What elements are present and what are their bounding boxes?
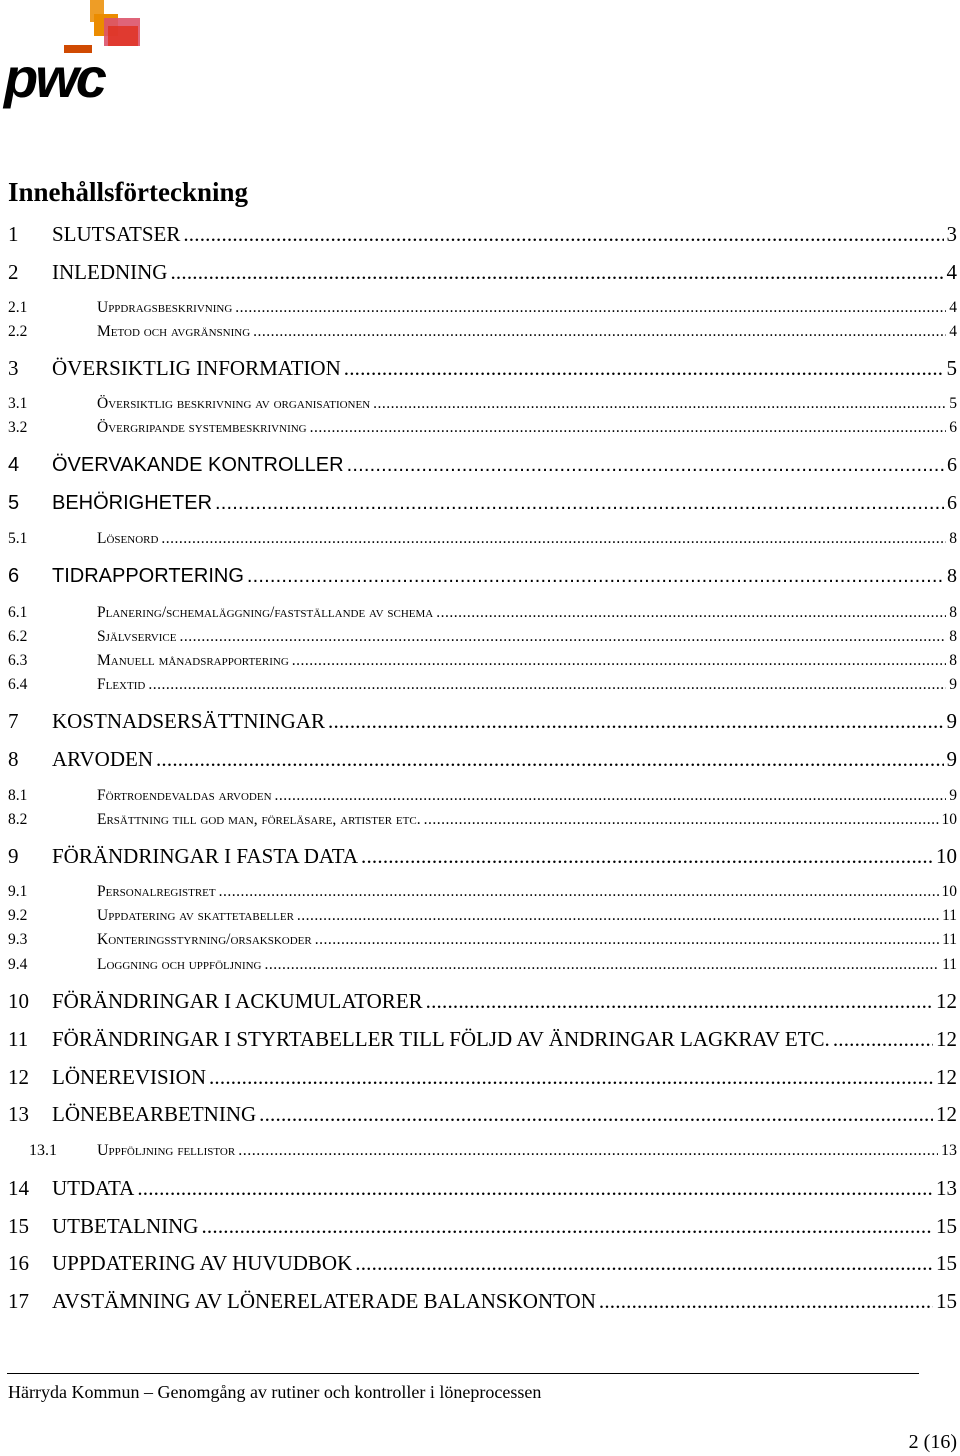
toc-entry-title: TIDRAPPORTERING <box>52 565 244 587</box>
toc-entry-page: 11 <box>942 907 957 924</box>
toc-entry-page: 6 <box>947 454 957 476</box>
pwc-logo-wordmark: pwc <box>4 46 104 109</box>
toc-entry-page: 8 <box>947 565 957 587</box>
toc-entry-page: 12 <box>936 989 957 1013</box>
toc-entry-title: Metod och avgränsning <box>97 323 251 340</box>
toc-entry-title: Uppdatering av skattetabeller <box>97 907 294 924</box>
toc-entry-number: 9.3 <box>8 931 28 948</box>
dot-leader <box>235 298 946 318</box>
toc-entry-title: Ersättning till god man, föreläsare, artister etc. <box>97 811 421 828</box>
footer-divider <box>7 1373 919 1374</box>
toc-entry-number: 2.1 <box>8 299 28 316</box>
toc-entry-8-2[interactable] <box>8 810 957 830</box>
toc-entry-number: 9.4 <box>8 956 28 973</box>
dot-leader <box>170 259 943 285</box>
toc-entry-title: Loggning och uppföljning <box>97 956 262 973</box>
dot-leader <box>161 529 946 549</box>
toc-entry-number: 5.1 <box>8 530 28 547</box>
toc-entry-9-1[interactable] <box>8 882 957 902</box>
toc-entry-6-3[interactable] <box>8 651 957 671</box>
toc-entry-page: 4 <box>946 260 957 284</box>
toc-entry-3-1[interactable] <box>8 394 957 414</box>
toc-entry-number: 9.1 <box>8 883 28 900</box>
toc-entry-6[interactable] <box>8 563 957 589</box>
toc-entry-6-4[interactable] <box>8 675 957 695</box>
toc-entry-number: 8 <box>8 747 19 771</box>
toc-entry-page: 15 <box>936 1289 957 1313</box>
toc-entry-3-2[interactable] <box>8 418 957 438</box>
toc-entry-title: UTDATA <box>52 1176 135 1200</box>
toc-entry-title: Konteringsstyrning/orsakskoder <box>97 931 312 948</box>
dot-leader <box>347 452 944 478</box>
toc-entry-title: Planering/schemaläggning/fastställande av schema <box>97 604 434 621</box>
toc-entry-page: 13 <box>936 1176 957 1200</box>
toc-entry-number: 6.2 <box>8 628 28 645</box>
toc-entry-title: ÖVERVAKANDE KONTROLLER <box>52 454 344 476</box>
toc-entry-6-1[interactable] <box>8 603 957 623</box>
dot-leader <box>355 1250 933 1276</box>
toc-entry-page: 6 <box>949 419 957 436</box>
toc-entry-page: 15 <box>936 1251 957 1275</box>
toc-entry-8-1[interactable] <box>8 786 957 806</box>
toc-entry-number: 3.2 <box>8 419 28 436</box>
dot-leader <box>310 418 947 438</box>
toc-entry-1[interactable] <box>8 221 957 247</box>
toc-entry-number: 16 <box>8 1251 29 1275</box>
dot-leader <box>361 843 933 869</box>
toc-entry-title: Självservice <box>97 628 177 645</box>
toc-entry-3[interactable] <box>8 355 957 381</box>
dot-leader <box>148 675 946 695</box>
pwc-logo <box>2 0 142 112</box>
toc-entry-number: 13.1 <box>29 1142 57 1159</box>
dot-leader <box>292 651 946 671</box>
dot-leader <box>238 1141 938 1161</box>
toc-entry-number: 9.2 <box>8 907 28 924</box>
toc-entry-5-1[interactable] <box>8 529 957 549</box>
toc-entry-title: Uppdragsbeskrivning <box>97 299 233 316</box>
toc-entry-number: 3.1 <box>8 395 28 412</box>
toc-entry-number: 10 <box>8 989 29 1013</box>
toc-entry-number: 3 <box>8 356 19 380</box>
toc-entry-9-4[interactable] <box>8 955 957 975</box>
dot-leader <box>265 955 940 975</box>
toc-entry-title: LÖNEBEARBETNING <box>52 1102 257 1126</box>
toc-entry-13[interactable] <box>8 1101 957 1127</box>
toc-entry-14[interactable] <box>8 1175 957 1201</box>
toc-entry-page: 13 <box>941 1142 957 1159</box>
toc-entry-title: UTBETALNING <box>52 1214 199 1238</box>
toc-entry-page: 5 <box>946 356 957 380</box>
toc-entry-10[interactable] <box>8 988 957 1014</box>
toc-entry-page: 3 <box>946 222 957 246</box>
toc-entry-title: Personalregistret <box>97 883 216 900</box>
dot-leader <box>219 882 939 902</box>
toc-entry-number: 4 <box>8 454 20 476</box>
toc-entry-title: LÖNEREVISION <box>52 1065 206 1089</box>
toc-entry-9[interactable] <box>8 843 957 869</box>
toc-entry-number: 15 <box>8 1214 29 1238</box>
toc-entry-page: 11 <box>942 956 957 973</box>
toc-entry-number: 6 <box>8 565 20 587</box>
toc-entry-9-3[interactable] <box>8 930 957 950</box>
toc-entry-page: 11 <box>942 931 957 948</box>
toc-entry-5[interactable] <box>8 490 957 516</box>
toc-entry-page: 10 <box>936 844 957 868</box>
dot-leader <box>344 355 944 381</box>
toc-entry-page: 12 <box>936 1065 957 1089</box>
toc-entry-15[interactable] <box>8 1213 957 1239</box>
toc-entry-page: 8 <box>949 604 957 621</box>
dot-leader <box>426 988 933 1014</box>
toc-entry-number: 11 <box>8 1027 29 1051</box>
dot-leader <box>253 322 946 342</box>
toc-entry-title: INLEDNING <box>52 260 168 284</box>
dot-leader <box>424 810 939 830</box>
toc-entry-page: 8 <box>949 652 957 669</box>
dot-leader <box>247 563 944 589</box>
toc-entry-page: 15 <box>936 1214 957 1238</box>
toc-entry-page: 6 <box>947 492 957 514</box>
toc-entry-page: 8 <box>949 530 957 547</box>
toc-entry-number: 6.3 <box>8 652 28 669</box>
dot-leader <box>599 1288 933 1314</box>
toc-entry-number: 1 <box>8 222 19 246</box>
toc-entry-page: 9 <box>949 676 957 693</box>
toc-entry-number: 5 <box>8 492 20 514</box>
dot-leader <box>259 1101 933 1127</box>
toc-entry-page: 5 <box>949 395 957 412</box>
dot-leader <box>183 221 943 247</box>
toc-entry-13-1[interactable] <box>8 1141 957 1161</box>
dot-leader <box>156 746 944 772</box>
toc-entry-number: 8.2 <box>8 811 28 828</box>
dot-leader <box>201 1213 933 1239</box>
toc-entry-page: 4 <box>949 299 957 316</box>
toc-entry-4[interactable] <box>8 452 957 478</box>
toc-entry-title: Övergripande systembeskrivning <box>97 419 307 436</box>
page-number: 2 (16) <box>908 1431 957 1453</box>
toc-entry-title: ARVODEN <box>52 747 153 771</box>
toc-entry-page: 9 <box>946 747 957 771</box>
dot-leader <box>328 708 943 734</box>
toc-entry-page: 4 <box>949 323 957 340</box>
toc-entry-8[interactable] <box>8 746 957 772</box>
toc-entry-2-2[interactable] <box>8 322 957 342</box>
toc-entry-number: 13 <box>8 1102 29 1126</box>
toc-entry-title: Manuell månadsrapportering <box>97 652 289 669</box>
toc-entry-number: 2.2 <box>8 323 28 340</box>
dot-leader <box>436 603 946 623</box>
dot-leader <box>315 930 939 950</box>
toc-entry-11[interactable] <box>8 1026 957 1052</box>
toc-entry-title: UPPDATERING AV HUVUDBOK <box>52 1251 353 1275</box>
toc-entry-number: 17 <box>8 1289 29 1313</box>
toc-entry-17[interactable] <box>8 1288 957 1314</box>
toc-entry-7[interactable] <box>8 708 957 734</box>
toc-entry-9-2[interactable] <box>8 906 957 926</box>
toc-entry-title: Uppföljning fellistor <box>97 1142 236 1159</box>
toc-entry-page: 12 <box>936 1102 957 1126</box>
toc-entry-number: 12 <box>8 1065 29 1089</box>
toc-entry-title: KOSTNADSERSÄTTNINGAR <box>52 709 326 733</box>
toc-entry-number: 6.1 <box>8 604 28 621</box>
toc-entry-number: 7 <box>8 709 19 733</box>
toc-entry-title: AVSTÄMNING AV LÖNERELATERADE BALANSKONTON <box>52 1289 596 1313</box>
toc-entry-page: 8 <box>949 628 957 645</box>
toc-entry-title: FÖRÄNDRINGAR I FASTA DATA <box>52 844 359 868</box>
toc-entry-page: 10 <box>941 883 957 900</box>
toc-title: Innehållsförteckning <box>8 177 249 207</box>
toc-entry-title: Lösenord <box>97 530 159 547</box>
toc-entry-title: BEHÖRIGHETER <box>52 492 213 514</box>
toc-entry-2[interactable] <box>8 259 957 285</box>
dot-leader <box>179 627 946 647</box>
dot-leader <box>275 786 947 806</box>
dot-leader <box>209 1064 933 1090</box>
dot-leader <box>137 1175 933 1201</box>
toc-entry-number: 14 <box>8 1176 29 1200</box>
dot-leader <box>215 490 944 516</box>
toc-entry-title: FÖRÄNDRINGAR I ACKUMULATORER <box>52 989 423 1013</box>
toc-entry-6-2[interactable] <box>8 627 957 647</box>
toc-entry-16[interactable] <box>8 1250 957 1276</box>
footer-text: Härryda Kommun – Genomgång av rutiner och kontroller i löneprocessen <box>8 1382 542 1402</box>
toc-entry-number: 6.4 <box>8 676 28 693</box>
toc-entry-12[interactable] <box>8 1064 957 1090</box>
toc-entry-number: 2 <box>8 260 19 284</box>
toc-entry-title: SLUTSATSER <box>52 222 181 246</box>
toc-entry-2-1[interactable] <box>8 298 957 318</box>
toc-entry-title: ÖVERSIKTLIG INFORMATION <box>52 356 341 380</box>
toc-entry-number: 9 <box>8 844 19 868</box>
toc-entry-title: FÖRÄNDRINGAR I STYRTABELLER TILL FÖLJD AV ÄNDRINGAR LAGKRAV ETC. <box>52 1027 830 1051</box>
toc-entry-page: 9 <box>946 709 957 733</box>
toc-entry-page: 12 <box>936 1027 957 1051</box>
toc-entry-page: 9 <box>949 787 957 804</box>
dot-leader <box>297 906 939 926</box>
dot-leader <box>833 1026 933 1052</box>
toc-entry-page: 10 <box>941 811 957 828</box>
toc-entry-title: Flextid <box>97 676 146 693</box>
toc-entry-title: Översiktlig beskrivning av organisationen <box>97 395 371 412</box>
toc-entry-number: 8.1 <box>8 787 28 804</box>
toc-entry-title: Förtroendevaldas arvoden <box>97 787 272 804</box>
dot-leader <box>373 394 946 414</box>
